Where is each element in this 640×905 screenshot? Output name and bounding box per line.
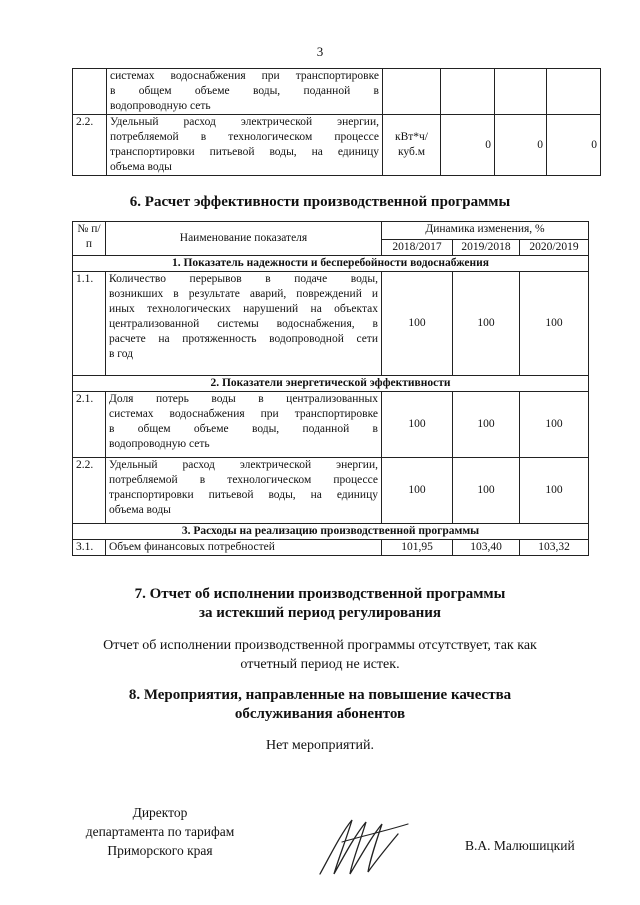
- signatory-name: В.А. Малюшицкий: [465, 838, 575, 853]
- row-value: 100: [453, 458, 520, 524]
- header-num: № п/п: [73, 222, 106, 256]
- row-value: 100: [382, 458, 453, 524]
- header-dynamics: Динамика изменения, %: [382, 222, 589, 240]
- table-row: [73, 69, 601, 115]
- row-value: [441, 69, 495, 115]
- section-8-text: Нет мероприятий.: [265, 738, 375, 753]
- top-table: [72, 68, 601, 176]
- row-value: 101,95: [382, 540, 453, 556]
- row-number: 2.2.: [73, 115, 107, 176]
- row-name: Объем финансовых потребностей: [106, 540, 382, 556]
- row-number: [73, 69, 107, 115]
- row-value: 100: [453, 272, 520, 376]
- row-number: 1.1.: [73, 272, 106, 376]
- table-row: [73, 458, 589, 524]
- group-title: 1. Показатель надежности и бесперебойности водоснабжения: [73, 256, 589, 272]
- row-number: 2.1.: [73, 392, 106, 458]
- row-value: 100: [520, 272, 589, 376]
- row-value: 0: [495, 115, 547, 176]
- row-value: 103,32: [520, 540, 589, 556]
- row-name: Удельный расход электрической энергии, потребляемой в технологическом процессе транспортировки питьевой воды, на единицу объема воды: [106, 458, 382, 524]
- signatory-position: Директор департамента по тарифам Приморского края: [85, 805, 235, 858]
- row-value: [547, 69, 601, 115]
- header-year: 2018/2017: [382, 240, 453, 256]
- handwritten-signature: [312, 812, 412, 882]
- section-7-text: Отчет об исполнении производственной программы отсутствует, так как отчетный период не истек.: [103, 638, 537, 672]
- row-value: 100: [453, 392, 520, 458]
- section-8-title: 8. Мероприятия, направленные на повышение качества обслуживания абонентов: [128, 687, 512, 722]
- table-header-row: [73, 222, 589, 240]
- row-number: 2.2.: [73, 458, 106, 524]
- row-unit: кВт*ч/ куб.м: [383, 115, 441, 176]
- row-value: 103,40: [453, 540, 520, 556]
- page-number: 3: [316, 44, 324, 59]
- group-title-row: [73, 376, 589, 392]
- group-title: 3. Расходы на реализацию производственной программы: [73, 524, 589, 540]
- group-title: 2. Показатели энергетической эффективности: [73, 376, 589, 392]
- efficiency-table: [72, 221, 589, 556]
- row-value: 0: [547, 115, 601, 176]
- row-number: 3.1.: [73, 540, 106, 556]
- row-name: Доля потерь воды в централизованных системах водоснабжения при транспортировке в общем объеме воды, поданной в водопроводную сеть: [106, 392, 382, 458]
- row-name: системах водоснабжения при транспортировке в общем объеме воды, поданной в водопроводную сеть: [107, 69, 383, 115]
- row-value: 0: [441, 115, 495, 176]
- section-6-title: 6. Расчет эффективности производственной программы: [129, 194, 511, 210]
- row-value: 100: [520, 392, 589, 458]
- group-title-row: [73, 524, 589, 540]
- group-title-row: [73, 256, 589, 272]
- header-year: 2019/2018: [453, 240, 520, 256]
- header-name: Наименование показателя: [106, 222, 382, 256]
- table-row: [73, 115, 601, 176]
- row-value: [495, 69, 547, 115]
- row-name: Количество перерывов в подаче воды, возникших в результате аварий, повреждений и иных технологических нарушений на объектах централизованной системы водоснабжения, в расчете на протяженность водопроводной сети в год: [106, 272, 382, 376]
- table-row: [73, 540, 589, 556]
- table-row: [73, 272, 589, 376]
- row-value: 100: [520, 458, 589, 524]
- row-value: 100: [382, 272, 453, 376]
- row-name: Удельный расход электрической энергии, потребляемой в технологическом процессе транспортировки питьевой воды, на единицу объема воды: [107, 115, 383, 176]
- row-unit: [383, 69, 441, 115]
- header-year: 2020/2019: [520, 240, 589, 256]
- row-value: 100: [382, 392, 453, 458]
- table-row: [73, 392, 589, 458]
- section-7-title: 7. Отчет об исполнении производственной программы за истекший период регулирования: [134, 586, 506, 621]
